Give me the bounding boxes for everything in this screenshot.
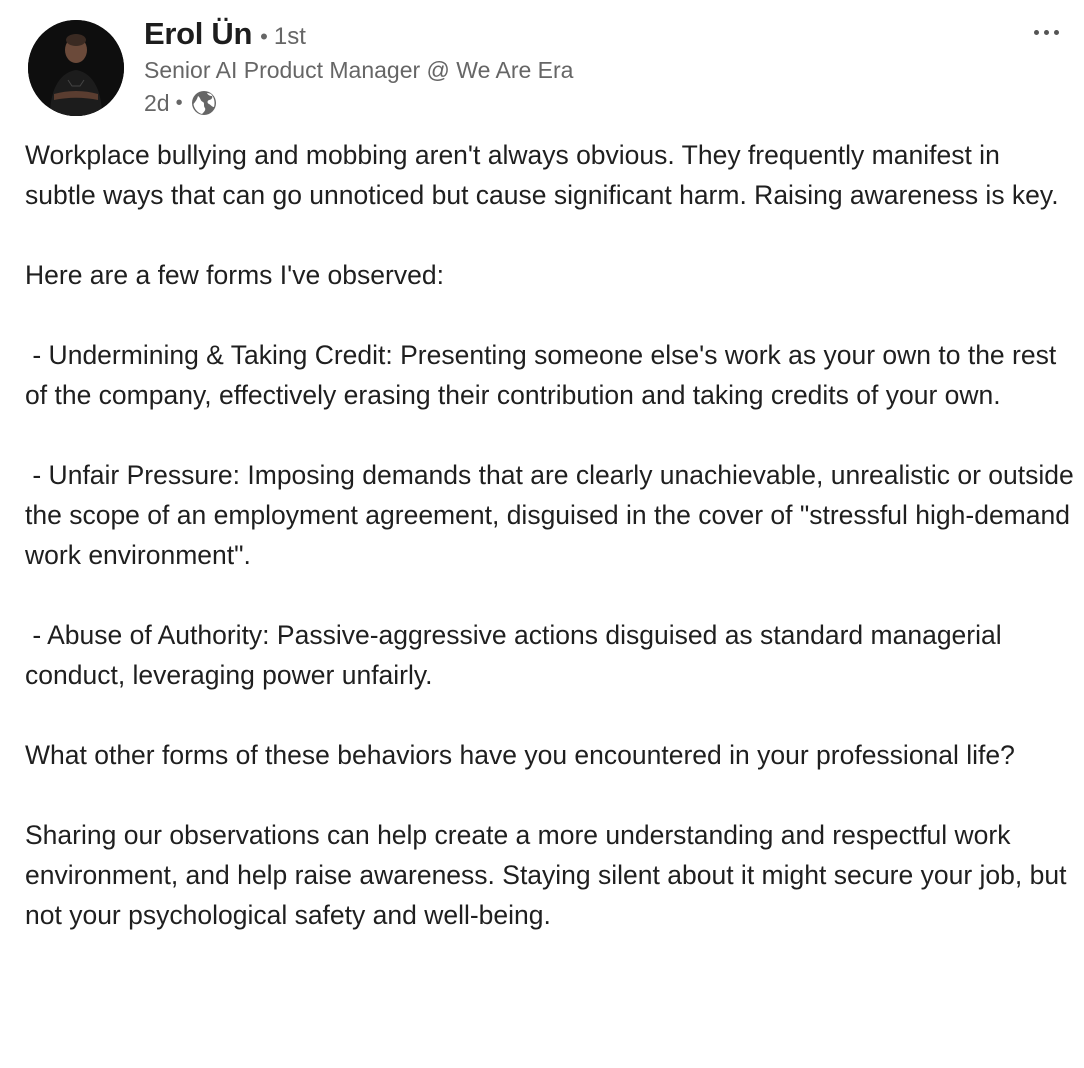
post-timestamp[interactable]: 2d xyxy=(144,89,170,116)
more-options-icon[interactable] xyxy=(1022,16,1070,48)
connection-degree: 1st xyxy=(273,23,306,50)
separator-dot: • xyxy=(260,24,268,49)
post-text xyxy=(25,135,1082,935)
post-meta xyxy=(144,88,218,118)
author-avatar[interactable] xyxy=(28,20,124,116)
separator-dot: • xyxy=(175,91,183,114)
post-paragraph: Sharing our observations can help create a more understanding and respectful work environment, and help raise awareness. Staying silent about it might secure your job, but not your psychological safety and well-being. xyxy=(25,820,1074,930)
post-paragraph: - Unfair Pressure: Imposing demands that are clearly unachievable, unrealistic or outside the scope of an employment agreement, disguised in the cover of "stressful high-demand work environment". xyxy=(25,460,1082,570)
menu-dot xyxy=(1054,30,1059,35)
post-paragraph: Here are a few forms I've observed: xyxy=(25,260,444,290)
author-headline: Senior AI Product Manager @ We Are Era xyxy=(144,57,574,83)
menu-dot xyxy=(1044,30,1049,35)
post-paragraph: Workplace bullying and mobbing aren't always obvious. They frequently manifest in subtle ways that can go unnoticed but cause significant harm. Raising awareness is key. xyxy=(25,140,1059,210)
post-paragraph: - Abuse of Authority: Passive-aggressive actions disguised as standard managerial conduct, leveraging power unfairly. xyxy=(25,620,1010,690)
globe-icon xyxy=(190,89,218,117)
post-paragraph: What other forms of these behaviors have you encountered in your professional life? xyxy=(25,740,1015,770)
author-name-row xyxy=(144,16,306,56)
avatar-photo xyxy=(28,20,124,116)
menu-dot xyxy=(1034,30,1039,35)
post-paragraph: - Undermining & Taking Credit: Presenting someone else's work as your own to the rest of the company, effectively erasing their contribution and taking credits of your own. xyxy=(25,340,1064,410)
author-name[interactable]: Erol Ün xyxy=(144,16,253,51)
